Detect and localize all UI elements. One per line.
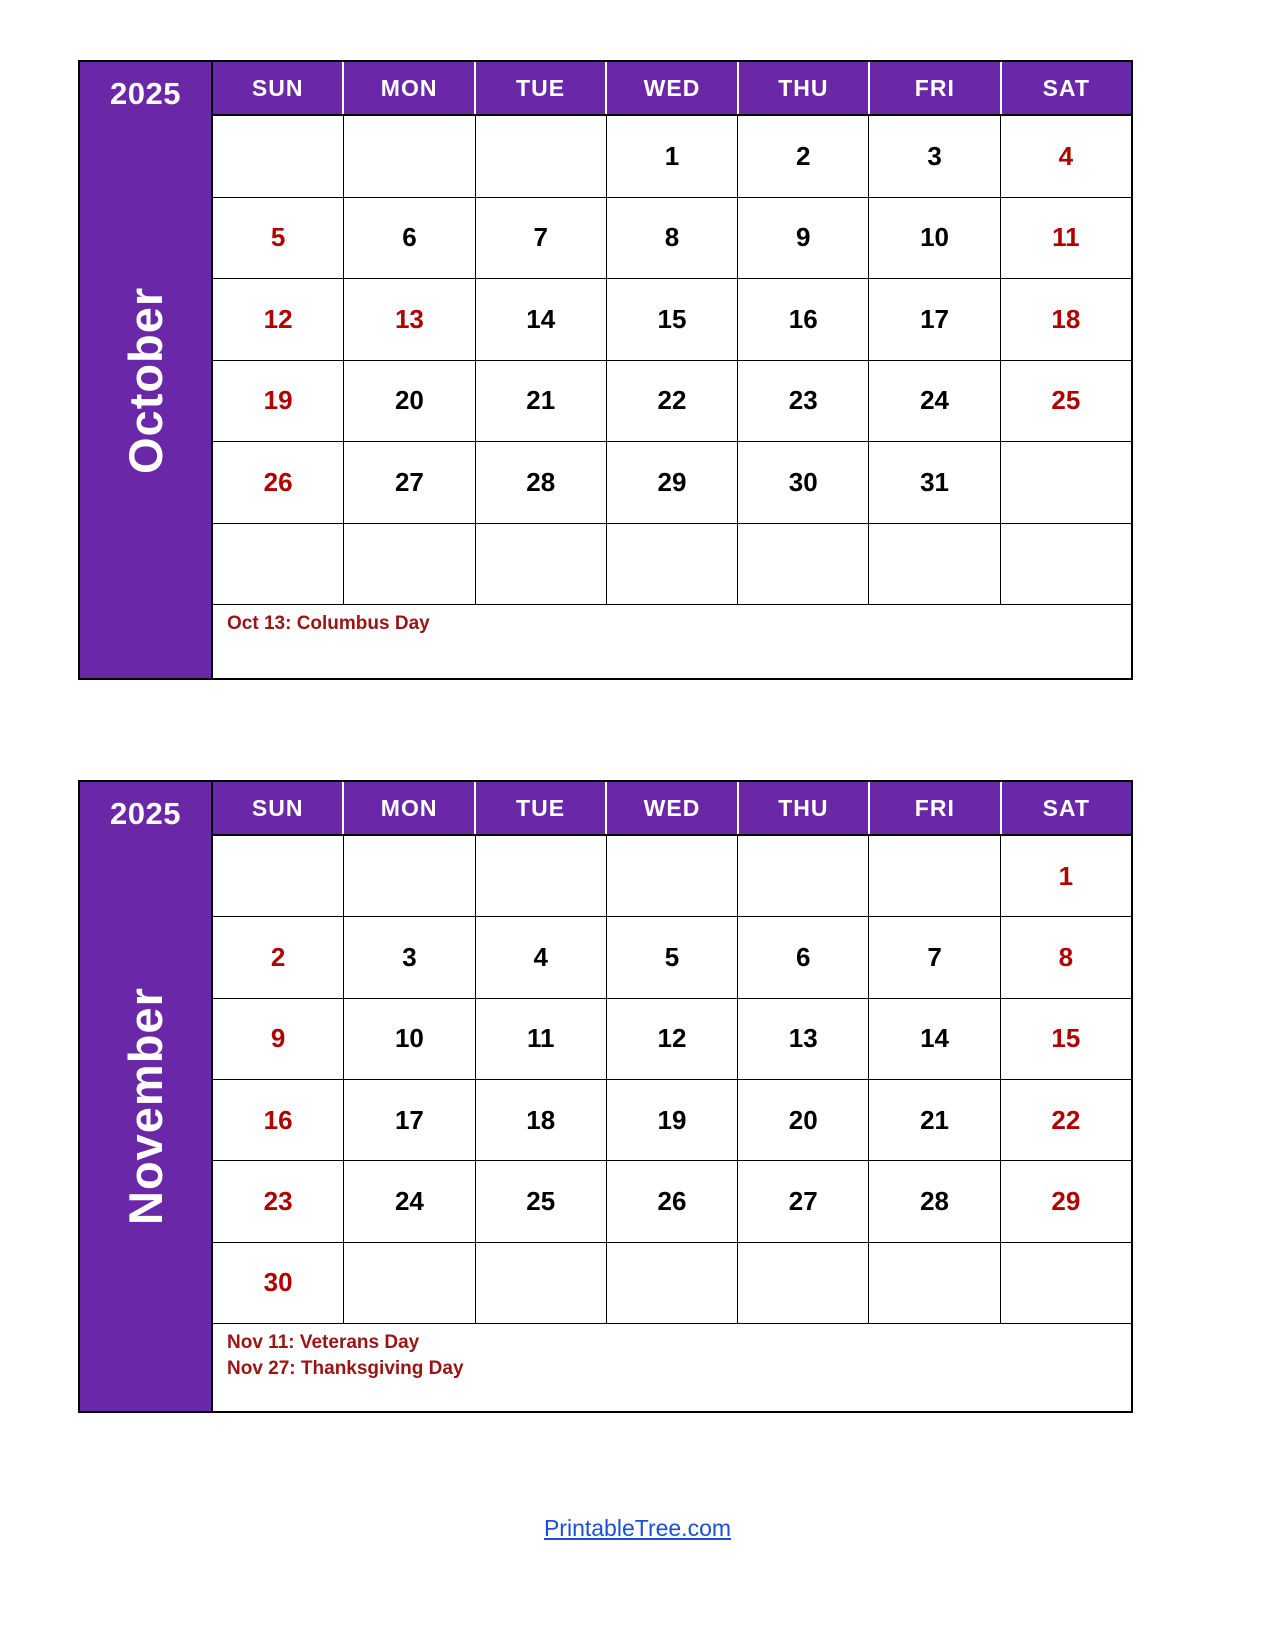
day-cell[interactable] — [476, 836, 607, 916]
day-cell[interactable]: 6 — [738, 917, 869, 997]
weekday-header-tue: TUE — [476, 782, 607, 834]
day-cell[interactable]: 11 — [1052, 222, 1080, 253]
day-cell[interactable] — [738, 1243, 869, 1323]
day-cell[interactable]: 15 — [607, 279, 738, 360]
day-cell[interactable]: 4 — [1058, 140, 1074, 171]
weekday-header-tue: TUE — [476, 62, 607, 114]
weekday-header-wed: WED — [607, 62, 738, 114]
day-cell-holiday[interactable]: 13 — [344, 279, 475, 360]
weekday-header-mon: MON — [344, 62, 475, 114]
calendar-grid-october — [213, 62, 1131, 678]
month-label-october: October — [119, 286, 172, 474]
week-row — [213, 916, 1131, 997]
weekday-header-sun: SUN — [213, 62, 344, 114]
day-cell[interactable]: 21 — [869, 1080, 1000, 1160]
month-spine-november — [80, 782, 213, 1411]
day-cell[interactable]: 23 — [738, 361, 869, 442]
day-cell[interactable] — [344, 524, 475, 605]
day-cell[interactable] — [869, 836, 1000, 916]
day-cell[interactable]: 7 — [869, 917, 1000, 997]
weekday-header-sat: SAT — [1042, 74, 1090, 101]
day-cell[interactable]: 14 — [476, 279, 607, 360]
day-cell[interactable]: 2 — [738, 116, 869, 197]
day-cell[interactable]: 7 — [476, 198, 607, 279]
day-cell[interactable] — [476, 1243, 607, 1323]
weekday-header-row-november — [213, 782, 1131, 834]
day-cell[interactable]: 1 — [1058, 860, 1074, 891]
day-cell[interactable]: 20 — [344, 361, 475, 442]
day-cell[interactable]: 23 — [213, 1161, 344, 1241]
week-row — [213, 998, 1131, 1079]
day-cell[interactable]: 21 — [476, 361, 607, 442]
day-cell[interactable]: 31 — [869, 442, 1000, 523]
day-cell[interactable]: 28 — [869, 1161, 1000, 1241]
month-label-november: November — [119, 987, 172, 1226]
week-row — [213, 1242, 1131, 1323]
day-cell[interactable]: 13 — [738, 999, 869, 1079]
day-cell[interactable]: 25 — [1051, 385, 1081, 416]
weekday-header-sat: SAT — [1042, 794, 1090, 821]
day-cell[interactable]: 15 — [1051, 1023, 1081, 1054]
weekday-header-fri: FRI — [870, 782, 1001, 834]
day-cell[interactable]: 2 — [213, 917, 344, 997]
day-cell[interactable]: 10 — [344, 999, 475, 1079]
day-cell[interactable]: 30 — [213, 1243, 344, 1323]
week-row — [213, 523, 1131, 605]
day-cell[interactable] — [607, 524, 738, 605]
weekday-header-fri: FRI — [870, 62, 1001, 114]
day-cell[interactable]: 19 — [607, 1080, 738, 1160]
day-cell[interactable]: 6 — [344, 198, 475, 279]
day-cell[interactable]: 18 — [476, 1080, 607, 1160]
day-cell[interactable]: 29 — [1051, 1185, 1081, 1216]
day-cell[interactable]: 12 — [607, 999, 738, 1079]
day-cell[interactable]: 4 — [476, 917, 607, 997]
day-cell[interactable]: 22 — [1051, 1104, 1081, 1135]
day-cell[interactable]: 5 — [213, 198, 344, 279]
day-cell[interactable]: 17 — [344, 1080, 475, 1160]
day-cell[interactable]: 26 — [607, 1161, 738, 1241]
day-cell[interactable] — [476, 116, 607, 197]
day-cell[interactable] — [1001, 442, 1131, 523]
holiday-notes-october — [213, 604, 1131, 678]
day-cell[interactable]: 10 — [869, 198, 1000, 279]
day-cell[interactable] — [344, 836, 475, 916]
day-cell[interactable]: 22 — [607, 361, 738, 442]
day-cell[interactable]: 24 — [869, 361, 1000, 442]
week-row — [213, 360, 1131, 442]
day-cell[interactable] — [213, 836, 344, 916]
day-cell[interactable]: 19 — [213, 361, 344, 442]
day-cell[interactable]: 16 — [738, 279, 869, 360]
day-cell[interactable]: 29 — [607, 442, 738, 523]
year-label-october: 2025 — [110, 76, 181, 111]
day-cell[interactable]: 1 — [607, 116, 738, 197]
day-cell[interactable] — [607, 836, 738, 916]
day-cell[interactable]: 3 — [869, 116, 1000, 197]
weekday-header-sun: SUN — [213, 782, 344, 834]
year-label-november: 2025 — [110, 796, 181, 831]
holiday-note: Nov 11: Veterans Day — [227, 1332, 420, 1353]
week-row — [213, 1160, 1131, 1241]
day-cell[interactable] — [869, 1243, 1000, 1323]
weekday-header-thu: THU — [739, 62, 870, 114]
week-row — [213, 834, 1131, 916]
day-cell[interactable] — [738, 524, 869, 605]
day-cell[interactable]: 26 — [213, 442, 344, 523]
day-cell[interactable] — [1001, 1243, 1131, 1323]
day-cell[interactable]: 9 — [213, 999, 344, 1079]
day-cell[interactable]: 27 — [344, 442, 475, 523]
weekday-header-thu: THU — [739, 782, 870, 834]
day-cell[interactable] — [869, 524, 1000, 605]
day-cell[interactable]: 3 — [344, 917, 475, 997]
day-cell[interactable]: 5 — [607, 917, 738, 997]
calendar-block-november — [78, 780, 1133, 1413]
day-cell[interactable] — [607, 1243, 738, 1323]
day-cell[interactable]: 20 — [738, 1080, 869, 1160]
day-cell[interactable] — [344, 116, 475, 197]
calendar-grid-november — [213, 782, 1131, 1411]
page-footer — [0, 1515, 1275, 1542]
month-spine-october — [80, 62, 213, 678]
weekday-header-wed: WED — [607, 782, 738, 834]
week-row — [213, 278, 1131, 360]
weekday-header-row-october — [213, 62, 1131, 114]
day-cell[interactable] — [344, 1243, 475, 1323]
day-cell[interactable]: 27 — [738, 1161, 869, 1241]
day-cell[interactable]: 9 — [738, 198, 869, 279]
day-cell[interactable]: 16 — [213, 1080, 344, 1160]
holiday-note: Oct 13: Columbus Day — [227, 613, 430, 634]
day-cell[interactable] — [213, 524, 344, 605]
printabletree-link[interactable]: PrintableTree.com — [543, 1515, 732, 1541]
day-cell[interactable]: 25 — [476, 1161, 607, 1241]
day-cell[interactable] — [476, 524, 607, 605]
day-cell[interactable]: 18 — [1051, 303, 1081, 334]
week-row — [213, 197, 1131, 279]
week-row — [213, 441, 1131, 523]
calendar-block-october — [78, 60, 1133, 680]
day-cell[interactable]: 17 — [869, 279, 1000, 360]
day-cell[interactable]: 28 — [476, 442, 607, 523]
day-cell[interactable] — [1001, 524, 1131, 605]
weekday-header-mon: MON — [344, 782, 475, 834]
day-cell[interactable]: 14 — [869, 999, 1000, 1079]
holiday-note: Nov 27: Thanksgiving Day — [227, 1358, 464, 1379]
day-cell[interactable]: 12 — [213, 279, 344, 360]
day-cell[interactable]: 8 — [607, 198, 738, 279]
day-cell[interactable]: 8 — [1058, 941, 1074, 972]
week-row — [213, 1079, 1131, 1160]
week-row — [213, 114, 1131, 197]
day-cell[interactable] — [738, 836, 869, 916]
day-cell[interactable] — [213, 116, 344, 197]
day-cell[interactable]: 30 — [738, 442, 869, 523]
holiday-notes-november — [213, 1323, 1131, 1411]
day-cell[interactable]: 11 — [476, 999, 607, 1079]
day-cell[interactable]: 24 — [344, 1161, 475, 1241]
